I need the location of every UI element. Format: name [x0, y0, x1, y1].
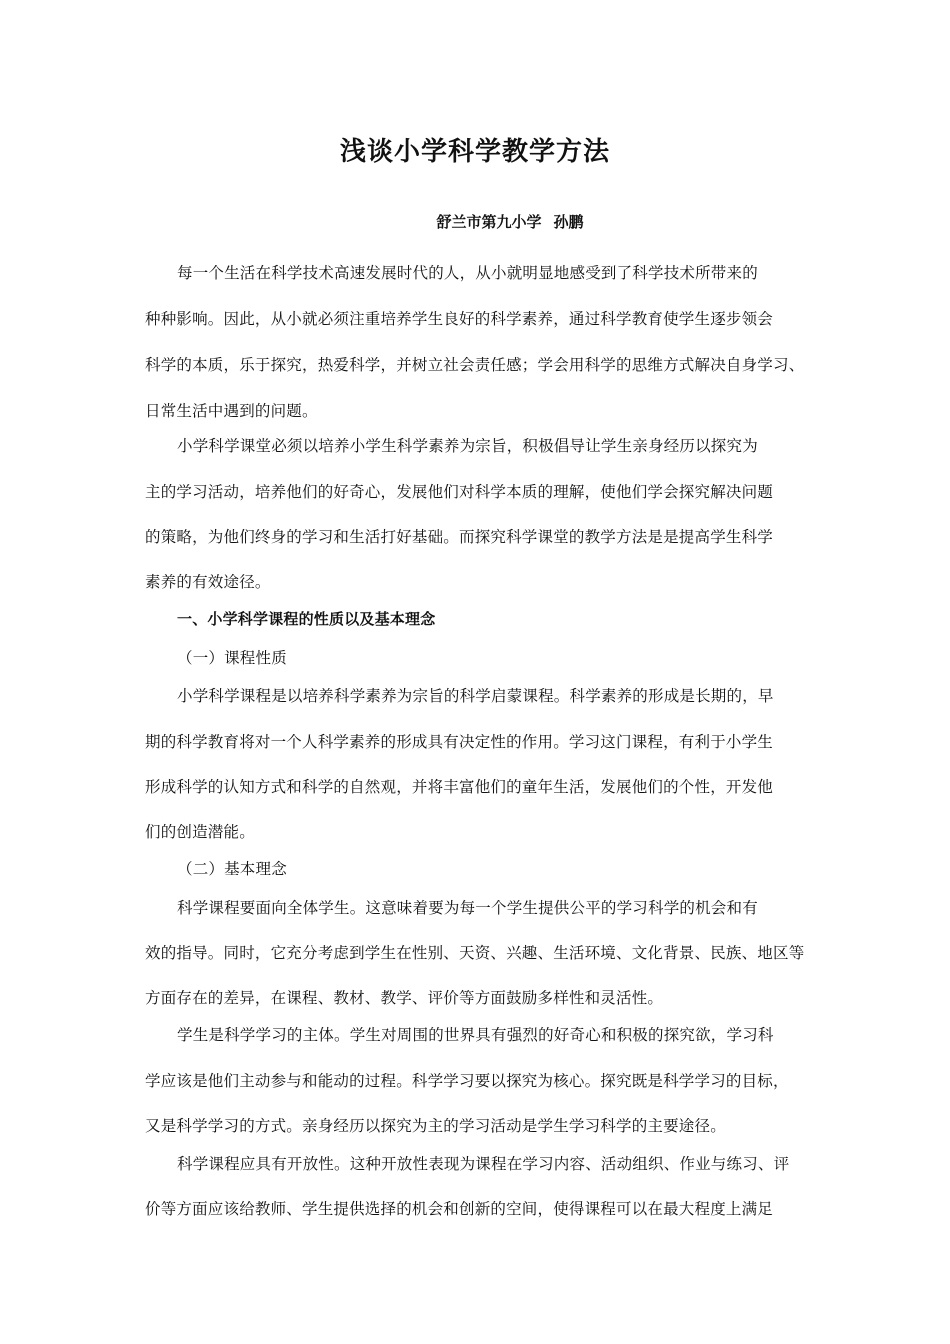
paragraph-line: 期的科学教育将对一个人科学素养的形成具有决定性的作用。学习这门课程，有利于小学生	[145, 733, 774, 751]
paragraph-line: 形成科学的认知方式和科学的自然观，并将丰富他们的童年生活，发展他们的个性，开发他	[145, 778, 774, 796]
paragraph-line: 效的指导。同时，它充分考虑到学生在性别、天资、兴趣、生活环境、文化背景、民族、地区等	[145, 944, 805, 962]
paragraph-line: 小学科学课程是以培养科学素养为宗旨的科学启蒙课程。科学素养的形成是长期的，早	[177, 687, 774, 705]
paragraph-line: 种种影响。因此，从小就必须注重培养学生良好的科学素养，通过科学教育使学生逐步领会	[145, 310, 774, 328]
paragraph-line: 科学课程应具有开放性。这种开放性表现为课程在学习内容、活动组织、作业与练习、评	[177, 1155, 790, 1173]
author-school: 舒兰市第九小学	[436, 213, 542, 231]
subsection-heading: （二）基本理念	[177, 860, 287, 878]
author-name: 孙鹏	[553, 213, 584, 231]
paragraph-line: 价等方面应该给教师、学生提供选择的机会和创新的空间，使得课程可以在最大程度上满足	[145, 1200, 774, 1218]
paragraph-line: 学生是科学学习的主体。学生对周围的世界具有强烈的好奇心和积极的探究欲，学习科	[177, 1026, 774, 1044]
section-heading: 一、小学科学课程的性质以及基本理念	[177, 610, 436, 628]
paragraph-line: 方面存在的差异，在课程、教材、教学、评价等方面鼓励多样性和灵活性。	[145, 989, 664, 1007]
subsection-heading: （一）课程性质	[177, 649, 287, 667]
document-title: 浅谈小学科学教学方法	[339, 137, 610, 167]
author-line	[0, 210, 950, 234]
paragraph-line: 每一个生活在科学技术高速发展时代的人，从小就明显地感受到了科学技术所带来的	[177, 264, 758, 282]
paragraph-line: 科学课程要面向全体学生。这意味着要为每一个学生提供公平的学习科学的机会和有	[177, 899, 758, 917]
paragraph-line: 的策略，为他们终身的学习和生活打好基础。而探究科学课堂的教学方法是是提高学生科学	[145, 528, 774, 546]
paragraph-line: 小学科学课堂必须以培养小学生科学素养为宗旨，积极倡导让学生亲身经历以探究为	[177, 437, 758, 455]
paragraph-line: 学应该是他们主动参与和能动的过程。科学学习要以探究为核心。探究既是科学学习的目标，	[145, 1072, 789, 1090]
paragraph-line: 素养的有效途径。	[145, 573, 271, 591]
paragraph-line: 主的学习活动，培养他们的好奇心，发展他们对科学本质的理解，使他们学会探究解决问题	[145, 483, 774, 501]
paragraph-line: 日常生活中遇到的问题。	[145, 402, 318, 420]
paragraph-line: 科学的本质，乐于探究，热爱科学，并树立社会责任感；学会用科学的思维方式解决自身学习、	[145, 356, 805, 374]
paragraph-line: 们的创造潜能。	[145, 823, 255, 841]
paragraph-line: 又是科学学习的方式。亲身经历以探究为主的学习活动是学生学习科学的主要途径。	[145, 1117, 726, 1135]
